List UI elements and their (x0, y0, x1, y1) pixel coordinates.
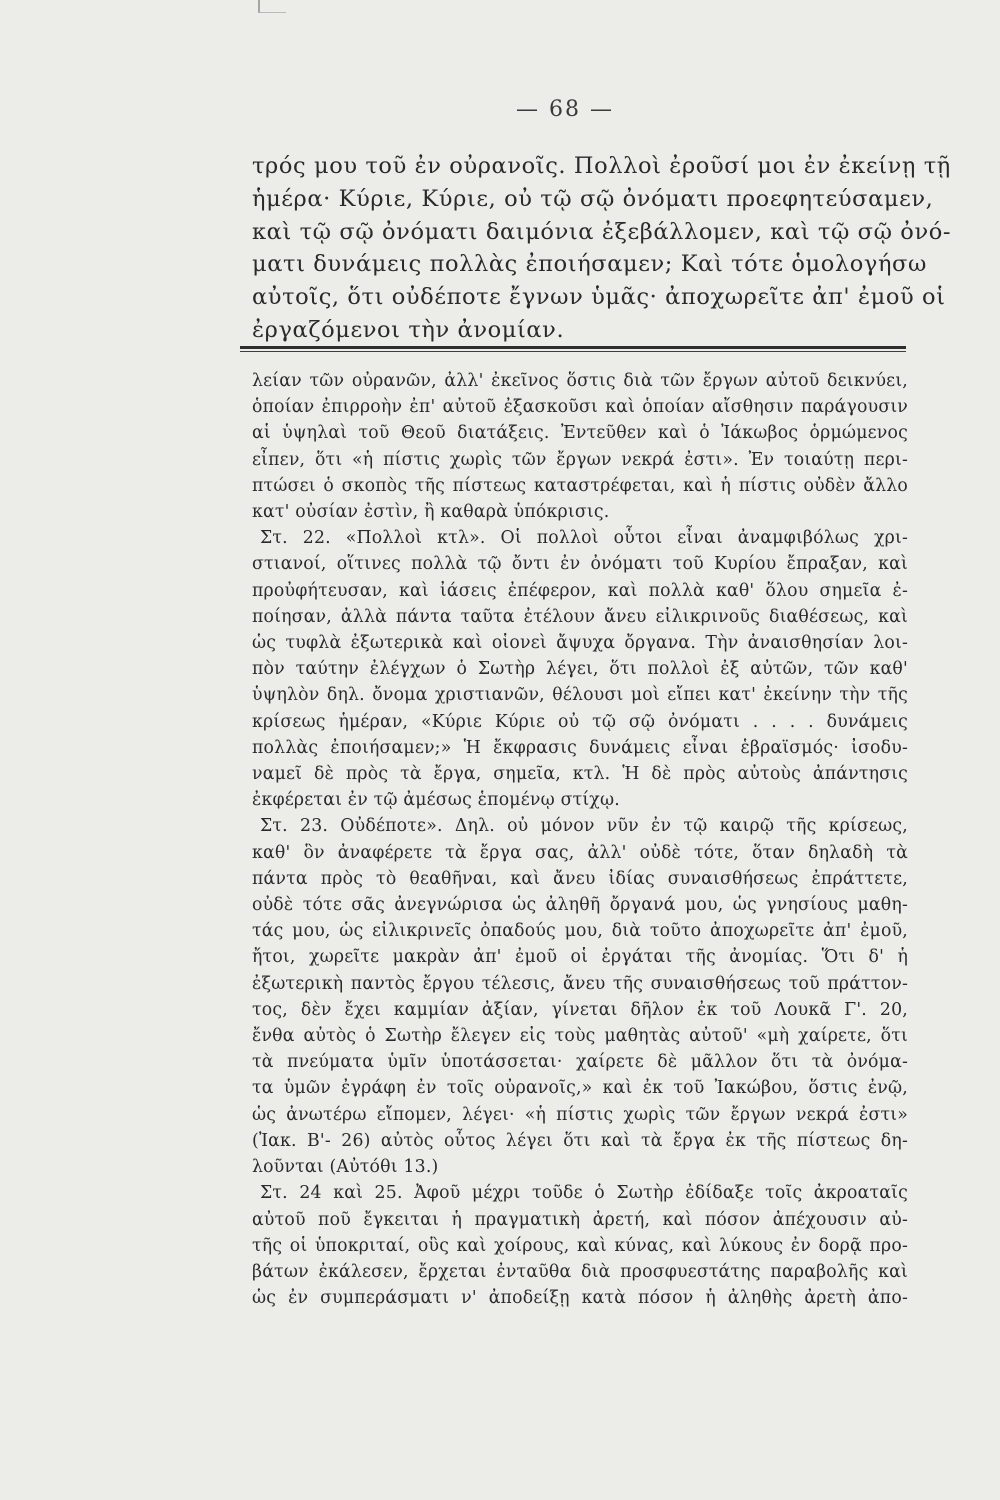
commentary-line: πὸν ταύτην ἐλέγχων ὁ Σωτὴρ λέγει, ὅτι πολλοὶ ἐξ αὐτῶν, τῶν καθ' (252, 659, 908, 680)
commentary-line: αὐτοῦ ποῦ ἔγκειται ἡ πραγματικὴ ἀρετή, καὶ πόσον ἀπέχουσιν αὐ- (252, 1209, 908, 1230)
verse-line: ματι δυνάμεις πολλὰς ἐποιήσαμεν; Καὶ τότε ὁμολογήσω (252, 251, 927, 278)
commentary-line: πτώσει ὁ σκοπὸς τῆς πίστεως καταστρέφεται, καὶ ἡ πίστις οὐδὲν ἄλλο (252, 475, 908, 496)
commentary-line: (Ἰακ. Β'- 26) αὐτὸς οὗτος λέγει ὅτι καὶ τὰ ἔργα ἐκ τῆς πίστεως δη- (252, 1130, 908, 1151)
commentary-line: οὐδὲ τότε σᾶς ἀνεγνώρισα ὡς ἀληθῆ ὄργανά μου, ὡς γνησίους μαθη- (252, 895, 908, 916)
commentary-line: ὁποίαν ἐπιρροὴν ἐπ' αὐτοῦ ἐξασκοῦσι καὶ ὁποίαν αἴσθησιν παράγουσιν (252, 397, 908, 418)
commentary-line: ὡς ἐν συμπεράσματι ν' ἀποδείξῃ κατὰ πόσον ἡ ἀληθὴς ἀρετὴ ἀπο- (252, 1288, 908, 1309)
commentary-line: προὐφήτευσαν, καὶ ἰάσεις ἐπέφερον, καὶ πολλὰ καθ' ὅλου σημεῖα ἐ- (252, 580, 908, 601)
verse-line: ἡμέρα· Κύριε, Κύριε, οὐ τῷ σῷ ὀνόματι προεφητεύσαμεν, (252, 185, 934, 212)
page-number: — 68 — (516, 97, 614, 122)
commentary-line: ἐκφέρεται ἐν τῷ ἀμέσως ἑπομένῳ στίχῳ. (252, 790, 620, 811)
commentary-line: ἔνθα αὐτὸς ὁ Σωτὴρ ἔλεγεν εἰς τοὺς μαθητὰς αὐτοῦ' «μὴ χαίρετε, ὅτι (252, 1026, 908, 1047)
commentary-line: τα ὑμῶν ἐγράφη ἐν τοῖς οὐρανοῖς,» καὶ ἐκ τοῦ Ἰακώβου, ὅστις ἐνῷ, (252, 1078, 908, 1099)
commentary-line: ποίησαν, ἀλλὰ πάντα ταῦτα ἐτέλουν ἄνευ εἰλικρινοῦς διαθέσεως, καὶ (252, 606, 908, 627)
commentary-line: ὡς ἀνωτέρω εἴπομεν, λέγει· «ἡ πίστις χωρὶς τῶν ἔργων νεκρά ἐστι» (252, 1104, 908, 1125)
commentary-line: ἐξωτερικὴ παντὸς ἔργου τέλεσις, ἄνευ τῆς συναισθήσεως τοῦ πράττον- (252, 973, 908, 994)
commentary-line: εἶπεν, ὅτι «ἡ πίστις χωρὶς τῶν ἔργων νεκρά ἐστι». Ἐν τοιαύτῃ περι- (252, 449, 908, 470)
commentary-line: Στ. 22. «Πολλοὶ κτλ». Οἱ πολλοὶ οὗτοι εἶναι ἀναμφιβόλως χρι- (260, 528, 908, 549)
commentary-line: ὡς τυφλὰ ἐξωτερικὰ καὶ οἱονεὶ ἄψυχα ὄργανα. Τὴν ἀναισθησίαν λοι- (252, 633, 908, 654)
commentary-line: στιανοί, οἵτινες πολλὰ τῷ ὄντι ἐν ὀνόματι τοῦ Κυρίου ἔπραξαν, καὶ (252, 554, 908, 575)
commentary-text (252, 368, 908, 1311)
commentary-line: αἱ ὑψηλαὶ τοῦ Θεοῦ διατάξεις. Ἐντεῦθεν καὶ ὁ Ἰάκωβος ὁρμώμενος (252, 423, 908, 444)
commentary-line: ὑψηλὸν δηλ. ὄνομα χριστιανῶν, θέλουσι μοὶ εἴπει κατ' ἐκείνην τὴν τῆς (252, 685, 908, 706)
commentary-line: ναμεῖ δὲ πρὸς τὰ ἔργα, σημεῖα, κτλ. Ἡ δὲ πρὸς αὐτοὺς ἀπάντησις (252, 764, 908, 785)
commentary-line: λοῦνται (Αὐτόθι 13.) (252, 1157, 439, 1178)
commentary-line: πολλὰς ἐποιήσαμεν;» Ἡ ἔκφρασις δυνάμεις εἶναι ἑβραϊσμός· ἰσοδυ- (252, 737, 908, 758)
commentary-line: κρίσεως ἡμέραν, «Κύριε Κύριε οὐ τῷ σῷ ὀνόματι . . . . δυνάμεις (252, 711, 908, 732)
commentary-line: καθ' ὃν ἀναφέρετε τὰ ἔργα σας, ἀλλ' οὐδὲ τότε, ὅταν δηλαδὴ τὰ (252, 842, 908, 863)
commentary-line: τάς μου, ὡς εἰλικρινεῖς ὀπαδούς μου, διὰ τοῦτο ἀποχωρεῖτε ἀπ' ἐμοῦ, (252, 921, 908, 942)
scripture-verse-text (252, 150, 952, 347)
verse-line: τρός μου τοῦ ἐν οὐρανοῖς. Πολλοὶ ἐροῦσί μοι ἐν ἐκείνῃ τῇ (252, 153, 951, 179)
section-divider-thin (240, 351, 906, 352)
commentary-line: ἤτοι, χωρεῖτε μακρὰν ἀπ' ἐμοῦ οἱ ἐργάται τῆς ἀνομίας. Ὅτι δ' ἡ (252, 947, 908, 968)
commentary-line: Στ. 24 καὶ 25. Ἀφοῦ μέχρι τοῦδε ὁ Σωτὴρ ἐδίδαξε τοῖς ἀκροαταῖς (260, 1183, 908, 1204)
section-divider-thick (240, 346, 906, 349)
commentary-line: κατ' οὐσίαν ἐστὶν, ἢ καθαρὰ ὑπόκρισις. (252, 502, 610, 523)
verse-line: αὐτοῖς, ὅτι οὐδέποτε ἔγνων ὑμᾶς· ἀποχωρεῖτε ἀπ' ἐμοῦ οἱ (252, 284, 946, 311)
commentary-line: τὰ πνεύματα ὑμῖν ὑποτάσσεται· χαίρετε δὲ μᾶλλον ὅτι τὰ ὀνόμα- (252, 1052, 908, 1073)
commentary-line: πάντα πρὸς τὸ θεαθῆναι, καὶ ἄνευ ἰδίας συναισθήσεως ἐπράττετε, (252, 868, 908, 889)
commentary-line: τῆς οἱ ὑποκριταί, οὓς καὶ χοίρους, καὶ κύνας, καὶ λύκους ἐν δορᾷ προ- (252, 1235, 908, 1256)
commentary-line: Στ. 23. Οὐδέποτε». Δηλ. οὐ μόνον νῦν ἐν τῷ καιρῷ τῆς κρίσεως, (260, 816, 908, 837)
commentary-line: τος, δὲν ἔχει καμμίαν ἀξίαν, γίνεται δῆλον ἐκ τοῦ Λουκᾶ Γ'. 20, (252, 999, 908, 1020)
commentary-line: βάτων ἐκάλεσεν, ἔρχεται ἐνταῦθα διὰ προσφυεστάτης παραβολῆς καὶ (252, 1261, 908, 1282)
verse-line: ἐργαζόμενοι τὴν ἀνομίαν. (252, 316, 565, 343)
verse-line: καὶ τῷ σῷ ὀνόματι δαιμόνια ἐξεβάλλομεν, καὶ τῷ σῷ ὀνό- (252, 218, 952, 245)
scan-corner-mark (258, 0, 286, 13)
commentary-line: λείαν τῶν οὐρανῶν, ἀλλ' ἐκεῖνος ὅστις διὰ τῶν ἔργων αὐτοῦ δεικνύει, (252, 371, 908, 391)
